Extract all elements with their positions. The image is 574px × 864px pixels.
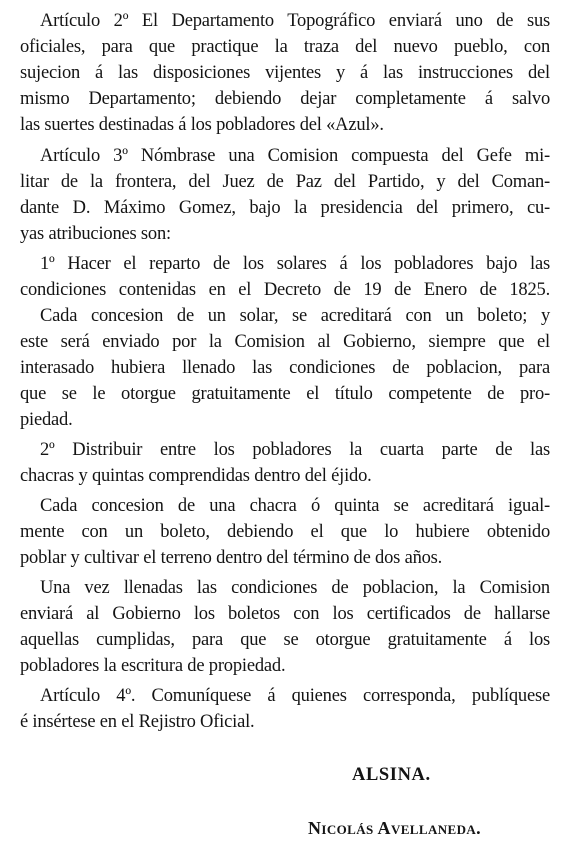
text-line: las suertes destinadas á los pobladores del «Azul». xyxy=(20,115,384,135)
text-line: condiciones contenidas en el Decreto de 19 de Enero de 1825. xyxy=(20,280,550,300)
text-line: é insértese en el Rejistro Oficial. xyxy=(20,712,255,732)
text-line: interasado hubiera llenado las condiciones de poblacion, para xyxy=(20,358,550,378)
text-line: poblar y cultivar el terreno dentro del término de dos años. xyxy=(20,548,443,568)
text-line: yas atribuciones son: xyxy=(20,224,171,244)
text-line: 1º Hacer el reparto de los solares á los pobladores bajo las xyxy=(40,254,550,274)
text-line: Artículo 2º El Departamento Topográfico enviará uno de sus xyxy=(40,11,550,31)
text-line: piedad. xyxy=(20,410,73,430)
text-line: aquellas cumplidas, para que se otorgue gratuitamente á los xyxy=(20,630,550,650)
text-line: chacras y quintas comprendidas dentro del éjido. xyxy=(20,466,372,486)
text-line: Artículo 3º Nómbrase una Comision compuesta del Gefe mi- xyxy=(40,146,550,166)
text-line: dante D. Máximo Gomez, bajo la presidencia del primero, cu- xyxy=(20,198,550,218)
text-line: 2º Distribuir entre los pobladores la cuarta parte de las xyxy=(40,440,550,460)
text-line: pobladores la escritura de propiedad. xyxy=(20,656,286,676)
text-line: enviará al Gobierno los boletos con los certificados de hallarse xyxy=(20,604,550,624)
text-line: Artículo 4º. Comuníquese á quienes corresponda, publíquese xyxy=(40,686,550,706)
text-line: mente con un boleto, debiendo el que lo hubiere obtenido xyxy=(20,522,550,542)
text-line: Cada concesion de un solar, se acreditará con un boleto; y xyxy=(40,306,550,326)
text-line: oficiales, para que practique la traza del nuevo pueblo, con xyxy=(20,37,550,57)
text-line: este será enviado por la Comision al Gobierno, siempre que el xyxy=(20,332,550,352)
text-line: Una vez llenadas las condiciones de poblacion, la Comision xyxy=(40,578,550,598)
text-line: que se le otorgue gratuitamente el título competente de pro- xyxy=(20,384,550,404)
text-line: mismo Departamento; debiendo dejar completamente á salvo xyxy=(20,89,550,109)
text-line: litar de la frontera, del Juez de Paz del Partido, y del Coman- xyxy=(20,172,550,192)
text-line: sujecion á las disposiciones vijentes y á las instrucciones del xyxy=(20,63,550,83)
text-line: Cada concesion de una chacra ó quinta se acreditará igual- xyxy=(40,496,550,516)
signature-alsina: ALSINA. xyxy=(352,765,431,785)
signature-avellaneda: Nicolás Avellaneda. xyxy=(308,818,482,838)
